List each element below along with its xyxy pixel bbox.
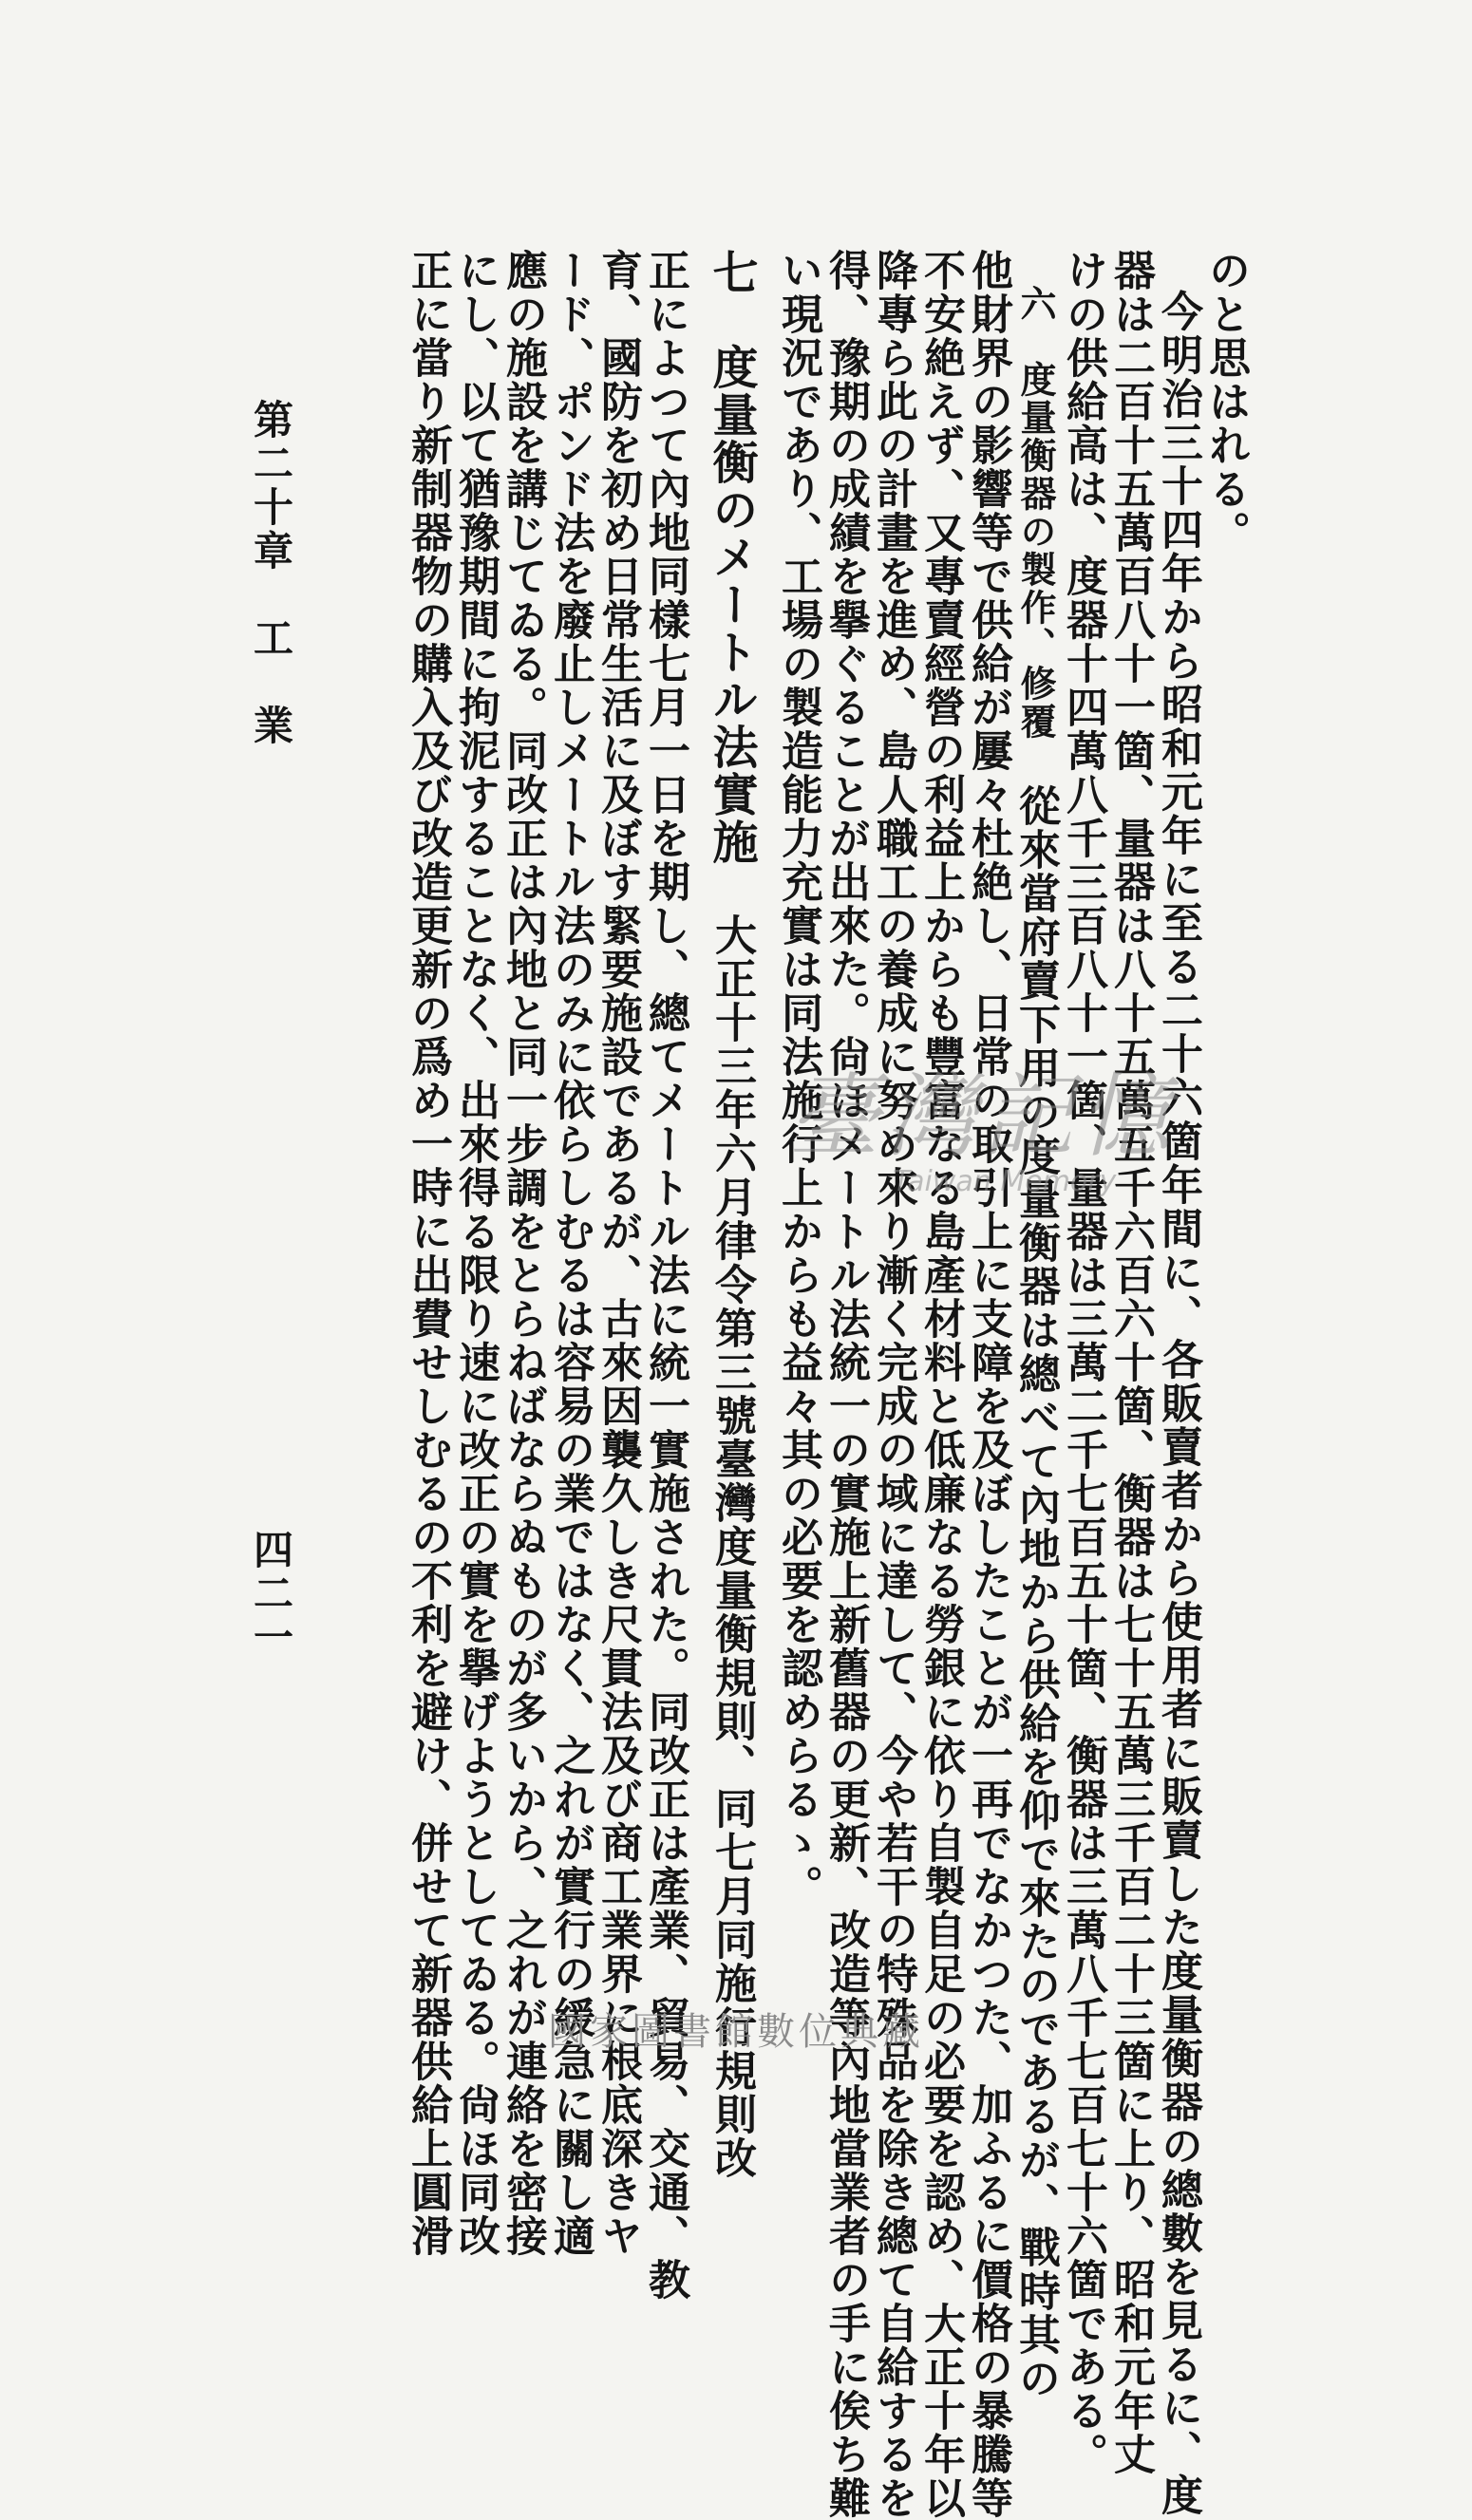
text-column-6: 他財界の影響等で供給が屢々杜絶し、日常の取引上に支障を及ぼしたことが一再でなかつた、加ふるに價格の暴騰等 [964, 249, 1012, 2520]
section-7-heading [705, 249, 758, 2180]
text-column-13: 育、國防を初め日常生活に及ぼす緊要施設であるが、古來因襲久しき尺貫法及び商工業界に根底深きヤ [594, 249, 642, 2258]
text-column-1: のと思はれる。 [1201, 249, 1250, 555]
archive-caption: 國家圖書館數位典藏 [548, 2010, 924, 2054]
section-7-heading-text: 七 度量衡のメートル法實施 [705, 249, 758, 866]
text-column-4: けの供給高は、度器十四萬八千三百八十一箇、量器は三萬二千七百五十箇、衡器は三萬八千七百七十六箇である。 [1059, 249, 1107, 2476]
text-column-5: 從來當府賣下用の度量衡器は總べて內地から供給を仰で來たのであるが、戰時其の [1011, 784, 1060, 2400]
text-column-12: 正によつて內地同樣七月一日を期し、總てメートル法に統一實施された。同改正は產業、貿易、交通、教 [641, 249, 689, 2302]
text-column-11: 大正十三年六月律令第三號臺灣度量衡規則、同七月同施行規則改 [708, 913, 756, 2180]
watermark-logo: 臺灣記憶 Taiwan Memory [788, 1063, 1176, 1198]
text-column-2: 今明治三十四年から昭和元年に至る二十六箇年間に、各販賣者から使用者に販賣した度量衡器の總數を見るに、度 [1154, 290, 1202, 2517]
text-column-17: 正に當り新制器物の購入及び改造更新の爲め一時に出費せしむるの不利を避け、併せて新器供給上圓滑 [404, 249, 452, 2258]
text-column-10: い現況であり、工場の製造能力充實は同法施行上からも益々其の必要を認めらるゝ。 [774, 249, 822, 1909]
text-column-8: 降專ら此の計畫を進め、島人職工の養成に努め來り漸く完成の域に達して、今や若干の特殊品を除き總て自給するを [869, 249, 917, 2520]
text-column-15: 應の施設を講じてゐる。同改正は內地と同一步調をとらねばならぬものが多いから、之れが連絡を密接 [499, 249, 547, 2258]
text-column-3: 器は二百十五萬百八十一箇、量器は八十五萬五千六百六十箇、衡器は七十五萬三千百二十三箇に上り、昭和元年丈 [1106, 249, 1155, 2476]
page-number: 四二一 [248, 1529, 294, 1660]
section-6-heading: 六 度量衡器の製作、修覆 [1014, 285, 1057, 741]
text-column-16: にし、以て猶豫期間に拘泥することなく、出來得る限り速に改正の實を擧げようとしてゐる。尙ほ同改 [451, 249, 500, 2258]
section-6-paragraph-start [1011, 285, 1059, 2400]
chapter-running-head: 第二十章 工 業 [248, 399, 294, 748]
text-column-7: 不安絶えず、又專賣經營の利益上からも豐富なる島產材料と低廉なる勞銀に依り自製自足の必要を認め、大正十年以 [916, 249, 965, 2520]
text-column-9: 得、豫期の成績を擧ぐることが出來た。尙ほメートル法統一の實施上新舊器の更新、改造等內地當業者の手に俟ち難 [821, 249, 870, 2520]
text-column-14: ード、ポンド法を廢止しメートル法のみに依らしむるは容易の業ではなく、之れが實行の緩急に關し適 [546, 249, 594, 2258]
